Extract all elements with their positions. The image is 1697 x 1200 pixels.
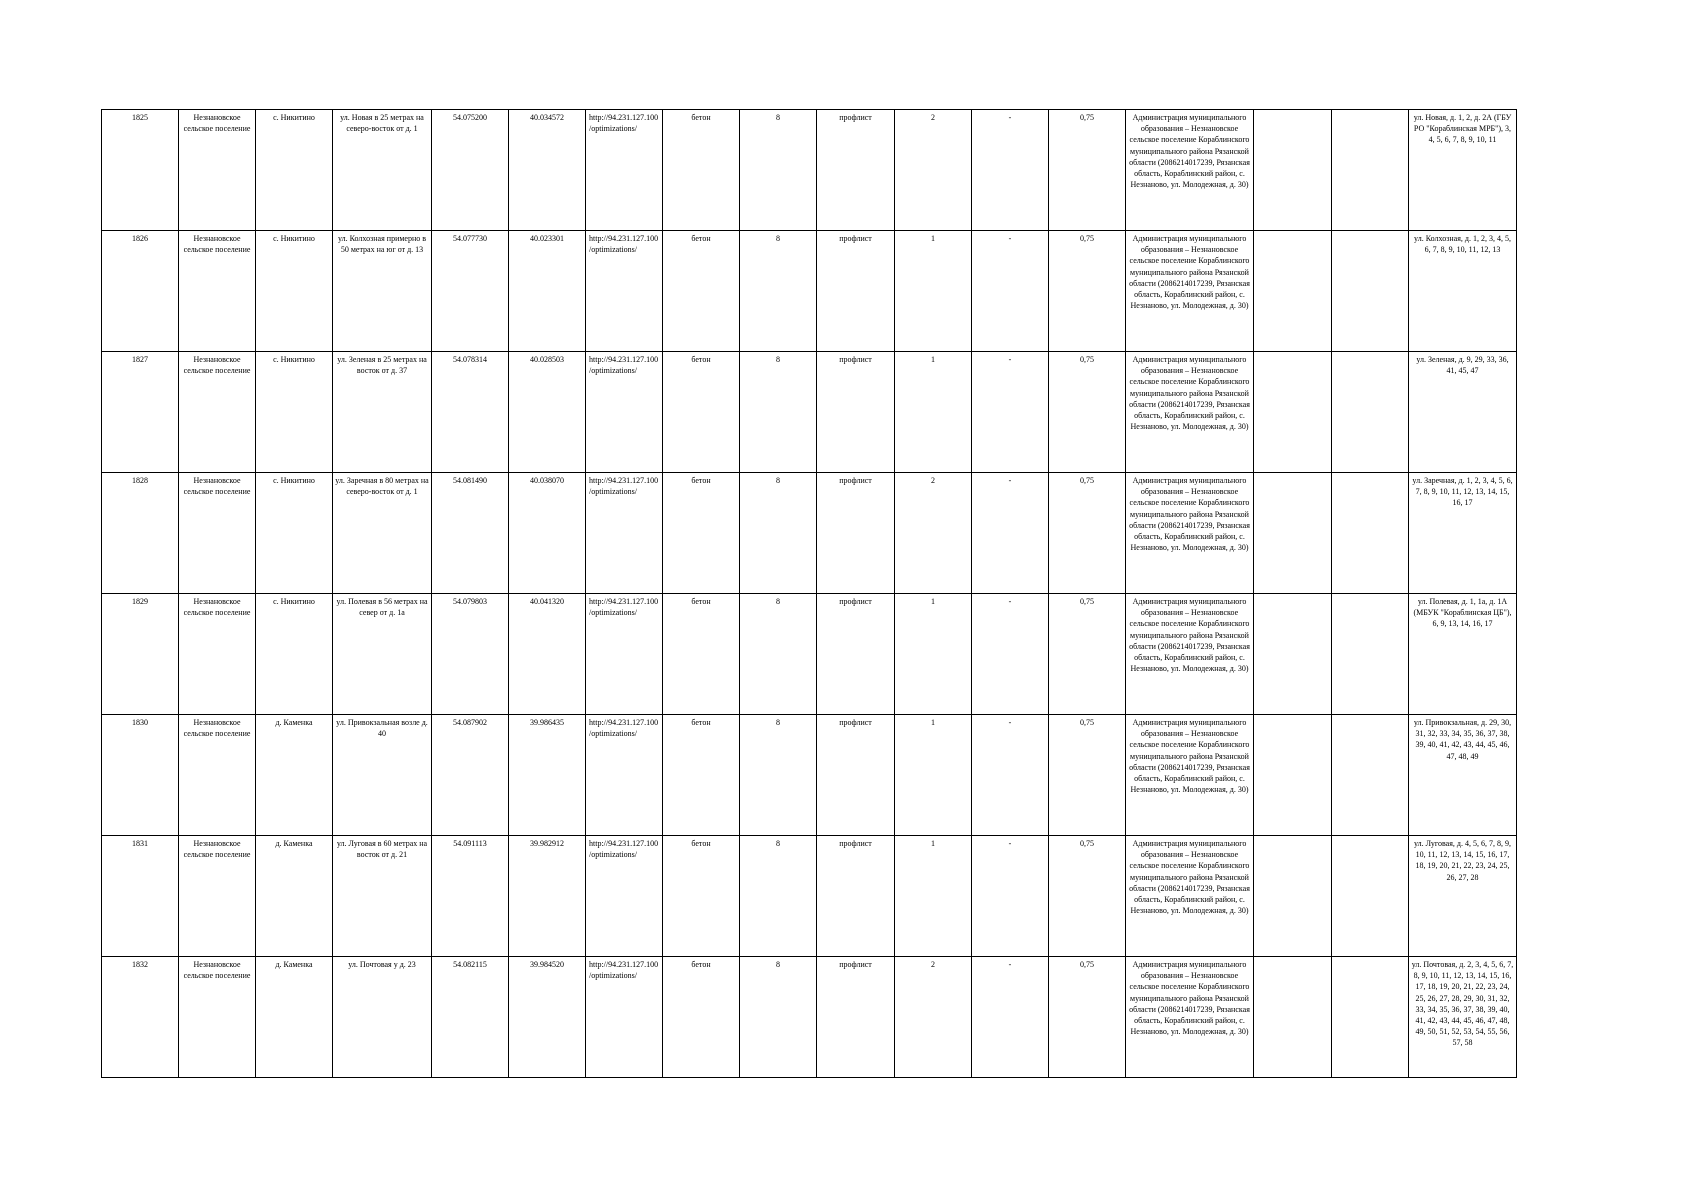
cell-base-material: бетон bbox=[663, 957, 740, 1078]
cell-map-link[interactable]: http://94.231.127.100/optimizations/ bbox=[586, 715, 663, 836]
cell-container-count: 1 bbox=[895, 715, 972, 836]
cell-locality: с. Никитино bbox=[256, 231, 333, 352]
cell-extra: - bbox=[972, 231, 1049, 352]
cell-address: ул. Зеленая в 25 метрах на восток от д. 37 bbox=[333, 352, 432, 473]
cell-container-count: 2 bbox=[895, 473, 972, 594]
cell-base-material: бетон bbox=[663, 110, 740, 231]
cell-owner: Администрация муниципального образования – Незнановское сельское поселение Кораблинского муниципального района Рязанской области (2086214017239, Рязанская область, Кораблинский район, с. Незнаново, ул. Молодежная, д. 30) bbox=[1126, 110, 1254, 231]
table-row bbox=[102, 110, 1517, 231]
cell-number: 1825 bbox=[102, 110, 179, 231]
cell-extra: - bbox=[972, 715, 1049, 836]
cell-longitude: 40.038070 bbox=[509, 473, 586, 594]
cell-number: 1829 bbox=[102, 594, 179, 715]
cell-address: ул. Новая в 25 метрах на северо-восток от д. 1 bbox=[333, 110, 432, 231]
cell-latitude: 54.081490 bbox=[432, 473, 509, 594]
cell-latitude: 54.087902 bbox=[432, 715, 509, 836]
table-row bbox=[102, 715, 1517, 836]
cell-number: 1832 bbox=[102, 957, 179, 1078]
cell-longitude: 39.984520 bbox=[509, 957, 586, 1078]
cell-base-material: бетон bbox=[663, 352, 740, 473]
cell-base-material: бетон bbox=[663, 473, 740, 594]
cell-volume: 0,75 bbox=[1049, 594, 1126, 715]
cell-address: ул. Колхозная примерно в 50 метрах на юг от д. 13 bbox=[333, 231, 432, 352]
cell-empty bbox=[1254, 473, 1332, 594]
cell-latitude: 54.075200 bbox=[432, 110, 509, 231]
cell-sources: ул. Почтовая, д. 2, 3, 4, 5, 6, 7, 8, 9, 10, 11, 12, 13, 14, 15, 16, 17, 18, 19, 20, 21, 22, 23, 24, 25, 26, 27, 28, 29, 30, 31, 32, 33, 34, 35, 36, 37, 38, 39, 40, 41, 42, 43, 44, 45, 46, 47, 48, 49, 50, 51, 52, 53, 54, 55, 56, 57, 58 bbox=[1409, 957, 1517, 1078]
cell-area: 8 bbox=[740, 352, 817, 473]
cell-fence: профлист bbox=[817, 715, 895, 836]
cell-extra: - bbox=[972, 473, 1049, 594]
cell-area: 8 bbox=[740, 836, 817, 957]
cell-latitude: 54.078314 bbox=[432, 352, 509, 473]
cell-latitude: 54.091113 bbox=[432, 836, 509, 957]
cell-extra: - bbox=[972, 352, 1049, 473]
cell-base-material: бетон bbox=[663, 836, 740, 957]
table-row bbox=[102, 957, 1517, 1078]
cell-locality: с. Никитино bbox=[256, 110, 333, 231]
cell-longitude: 40.028503 bbox=[509, 352, 586, 473]
cell-extra: - bbox=[972, 957, 1049, 1078]
cell-container-count: 1 bbox=[895, 231, 972, 352]
cell-empty bbox=[1254, 594, 1332, 715]
cell-area: 8 bbox=[740, 473, 817, 594]
cell-locality: д. Каменка bbox=[256, 715, 333, 836]
cell-fence: профлист bbox=[817, 231, 895, 352]
cell-empty bbox=[1254, 231, 1332, 352]
cell-address: ул. Полевая в 56 метрах на север от д. 1а bbox=[333, 594, 432, 715]
cell-fence: профлист bbox=[817, 957, 895, 1078]
cell-volume: 0,75 bbox=[1049, 110, 1126, 231]
cell-address: ул. Привокзальная возле д. 40 bbox=[333, 715, 432, 836]
cell-extra: - bbox=[972, 836, 1049, 957]
cell-longitude: 39.982912 bbox=[509, 836, 586, 957]
cell-base-material: бетон bbox=[663, 715, 740, 836]
cell-address: ул. Заречная в 80 метрах на северо-восток от д. 1 bbox=[333, 473, 432, 594]
cell-volume: 0,75 bbox=[1049, 957, 1126, 1078]
cell-volume: 0,75 bbox=[1049, 473, 1126, 594]
cell-container-count: 2 bbox=[895, 110, 972, 231]
cell-sources: ул. Привокзальная, д. 29, 30, 31, 32, 33, 34, 35, 36, 37, 38, 39, 40, 41, 42, 43, 44, 45, 46, 47, 48, 49 bbox=[1409, 715, 1517, 836]
cell-fence: профлист bbox=[817, 352, 895, 473]
cell-address: ул. Луговая в 60 метрах на восток от д. 21 bbox=[333, 836, 432, 957]
cell-empty bbox=[1332, 715, 1409, 836]
cell-owner: Администрация муниципального образования – Незнановское сельское поселение Кораблинского муниципального района Рязанской области (2086214017239, Рязанская область, Кораблинский район, с. Незнаново, ул. Молодежная, д. 30) bbox=[1126, 594, 1254, 715]
cell-settlement: Незнановское сельское поселение bbox=[179, 352, 256, 473]
cell-empty bbox=[1332, 231, 1409, 352]
cell-fence: профлист bbox=[817, 836, 895, 957]
cell-owner: Администрация муниципального образования – Незнановское сельское поселение Кораблинского муниципального района Рязанской области (2086214017239, Рязанская область, Кораблинский район, с. Незнаново, ул. Молодежная, д. 30) bbox=[1126, 231, 1254, 352]
cell-locality: д. Каменка bbox=[256, 957, 333, 1078]
cell-latitude: 54.082115 bbox=[432, 957, 509, 1078]
cell-area: 8 bbox=[740, 957, 817, 1078]
cell-sources: ул. Полевая, д. 1, 1а, д. 1А (МБУК "Кораблинская ЦБ"), 6, 9, 13, 14, 16, 17 bbox=[1409, 594, 1517, 715]
cell-number: 1830 bbox=[102, 715, 179, 836]
cell-number: 1831 bbox=[102, 836, 179, 957]
cell-sources: ул. Новая, д. 1, 2, д. 2А (ГБУ РО "Кораблинская МРБ"), 3, 4, 5, 6, 7, 8, 9, 10, 11 bbox=[1409, 110, 1517, 231]
cell-longitude: 39.986435 bbox=[509, 715, 586, 836]
cell-sources: ул. Зеленая, д. 9, 29, 33, 36, 41, 45, 47 bbox=[1409, 352, 1517, 473]
cell-number: 1828 bbox=[102, 473, 179, 594]
cell-settlement: Незнановское сельское поселение bbox=[179, 836, 256, 957]
cell-owner: Администрация муниципального образования – Незнановское сельское поселение Кораблинского муниципального района Рязанской области (2086214017239, Рязанская область, Кораблинский район, с. Незнаново, ул. Молодежная, д. 30) bbox=[1126, 715, 1254, 836]
cell-volume: 0,75 bbox=[1049, 715, 1126, 836]
cell-settlement: Незнановское сельское поселение bbox=[179, 594, 256, 715]
cell-empty bbox=[1332, 352, 1409, 473]
cell-sources: ул. Луговая, д. 4, 5, 6, 7, 8, 9, 10, 11, 12, 13, 14, 15, 16, 17, 18, 19, 20, 21, 22, 23, 24, 25, 26, 27, 28 bbox=[1409, 836, 1517, 957]
cell-volume: 0,75 bbox=[1049, 352, 1126, 473]
cell-settlement: Незнановское сельское поселение bbox=[179, 110, 256, 231]
cell-owner: Администрация муниципального образования – Незнановское сельское поселение Кораблинского муниципального района Рязанской области (2086214017239, Рязанская область, Кораблинский район, с. Незнаново, ул. Молодежная, д. 30) bbox=[1126, 836, 1254, 957]
cell-empty bbox=[1254, 957, 1332, 1078]
cell-fence: профлист bbox=[817, 473, 895, 594]
cell-map-link[interactable]: http://94.231.127.100/optimizations/ bbox=[586, 957, 663, 1078]
cell-settlement: Незнановское сельское поселение bbox=[179, 957, 256, 1078]
cell-longitude: 40.034572 bbox=[509, 110, 586, 231]
cell-locality: д. Каменка bbox=[256, 836, 333, 957]
cell-latitude: 54.077730 bbox=[432, 231, 509, 352]
cell-container-count: 2 bbox=[895, 957, 972, 1078]
cell-owner: Администрация муниципального образования – Незнановское сельское поселение Кораблинского муниципального района Рязанской области (2086214017239, Рязанская область, Кораблинский район, с. Незнаново, ул. Молодежная, д. 30) bbox=[1126, 352, 1254, 473]
cell-base-material: бетон bbox=[663, 231, 740, 352]
cell-empty bbox=[1254, 110, 1332, 231]
cell-settlement: Незнановское сельское поселение bbox=[179, 473, 256, 594]
cell-empty bbox=[1332, 473, 1409, 594]
cell-locality: с. Никитино bbox=[256, 473, 333, 594]
table-row bbox=[102, 231, 1517, 352]
cell-locality: с. Никитино bbox=[256, 352, 333, 473]
cell-owner: Администрация муниципального образования – Незнановское сельское поселение Кораблинского муниципального района Рязанской области (2086214017239, Рязанская область, Кораблинский район, с. Незнаново, ул. Молодежная, д. 30) bbox=[1126, 473, 1254, 594]
registry-table bbox=[101, 109, 1517, 1078]
cell-volume: 0,75 bbox=[1049, 231, 1126, 352]
table-row bbox=[102, 594, 1517, 715]
cell-address: ул. Почтовая у д. 23 bbox=[333, 957, 432, 1078]
cell-area: 8 bbox=[740, 110, 817, 231]
cell-container-count: 1 bbox=[895, 352, 972, 473]
cell-base-material: бетон bbox=[663, 594, 740, 715]
cell-number: 1826 bbox=[102, 231, 179, 352]
cell-map-link[interactable]: http://94.231.127.100/optimizations/ bbox=[586, 836, 663, 957]
cell-area: 8 bbox=[740, 715, 817, 836]
cell-empty bbox=[1254, 836, 1332, 957]
cell-empty bbox=[1332, 836, 1409, 957]
cell-latitude: 54.079803 bbox=[432, 594, 509, 715]
cell-map-link[interactable]: http://94.231.127.100/optimizations/ bbox=[586, 110, 663, 231]
cell-volume: 0,75 bbox=[1049, 836, 1126, 957]
cell-locality: с. Никитино bbox=[256, 594, 333, 715]
cell-number: 1827 bbox=[102, 352, 179, 473]
cell-map-link[interactable]: http://94.231.127.100/optimizations/ bbox=[586, 352, 663, 473]
cell-fence: профлист bbox=[817, 594, 895, 715]
cell-container-count: 1 bbox=[895, 594, 972, 715]
cell-container-count: 1 bbox=[895, 836, 972, 957]
cell-empty bbox=[1332, 594, 1409, 715]
cell-settlement: Незнановское сельское поселение bbox=[179, 715, 256, 836]
cell-empty bbox=[1332, 957, 1409, 1078]
cell-area: 8 bbox=[740, 594, 817, 715]
cell-extra: - bbox=[972, 594, 1049, 715]
table-row bbox=[102, 473, 1517, 594]
cell-sources: ул. Заречная, д. 1, 2, 3, 4, 5, 6, 7, 8, 9, 10, 11, 12, 13, 14, 15, 16, 17 bbox=[1409, 473, 1517, 594]
table-row bbox=[102, 352, 1517, 473]
cell-longitude: 40.023301 bbox=[509, 231, 586, 352]
cell-extra: - bbox=[972, 110, 1049, 231]
cell-longitude: 40.041320 bbox=[509, 594, 586, 715]
cell-empty bbox=[1254, 715, 1332, 836]
cell-map-link[interactable]: http://94.231.127.100/optimizations/ bbox=[586, 231, 663, 352]
cell-settlement: Незнановское сельское поселение bbox=[179, 231, 256, 352]
cell-sources: ул. Колхозная, д. 1, 2, 3, 4, 5, 6, 7, 8, 9, 10, 11, 12, 13 bbox=[1409, 231, 1517, 352]
table-row bbox=[102, 836, 1517, 957]
cell-empty bbox=[1254, 352, 1332, 473]
cell-empty bbox=[1332, 110, 1409, 231]
cell-map-link[interactable]: http://94.231.127.100/optimizations/ bbox=[586, 473, 663, 594]
cell-owner: Администрация муниципального образования – Незнановское сельское поселение Кораблинского муниципального района Рязанской области (2086214017239, Рязанская область, Кораблинский район, с. Незнаново, ул. Молодежная, д. 30) bbox=[1126, 957, 1254, 1078]
cell-map-link[interactable]: http://94.231.127.100/optimizations/ bbox=[586, 594, 663, 715]
cell-area: 8 bbox=[740, 231, 817, 352]
cell-fence: профлист bbox=[817, 110, 895, 231]
